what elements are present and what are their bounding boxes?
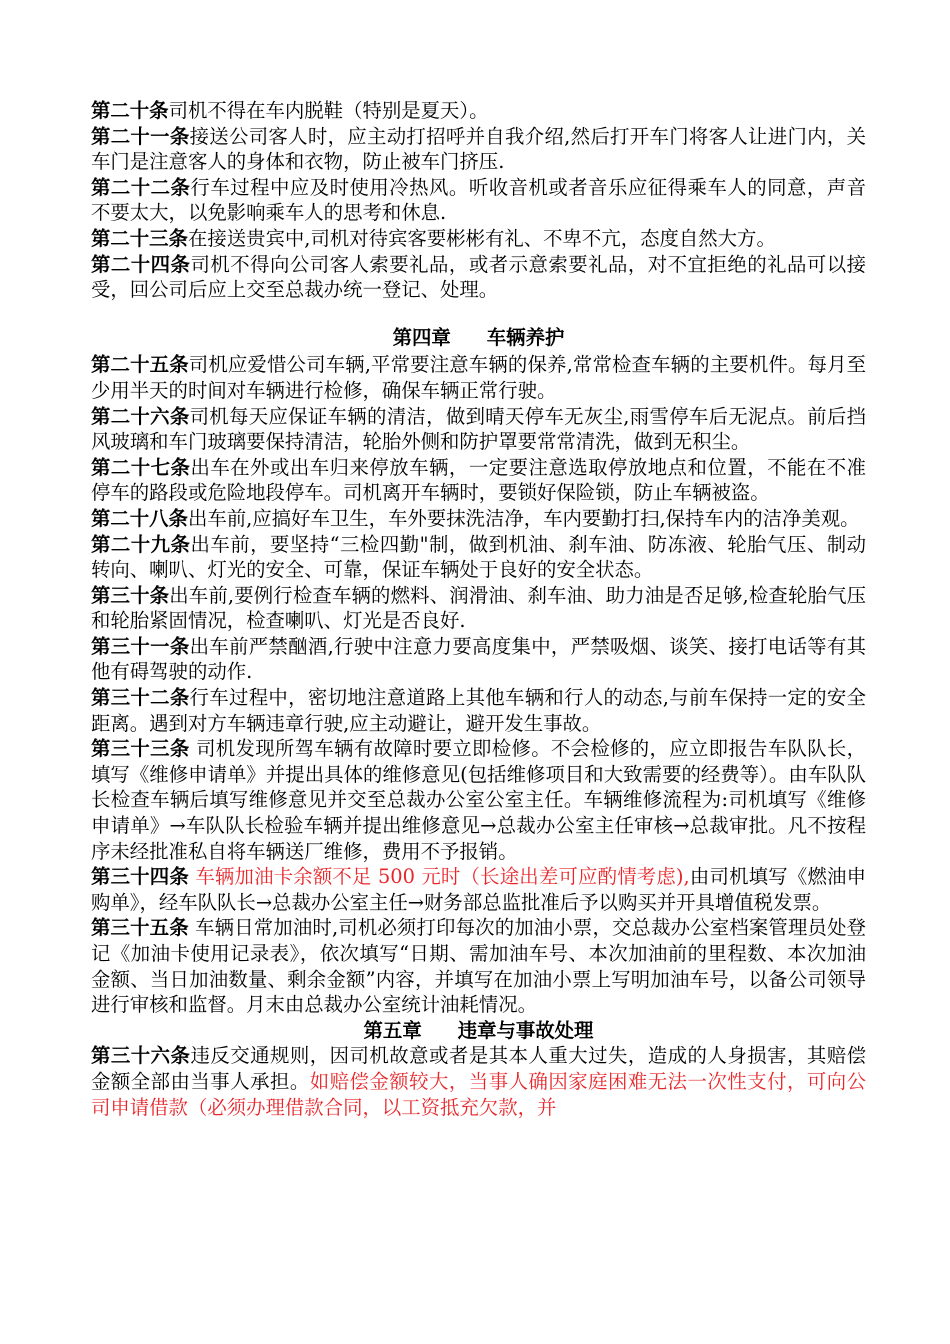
article-text: 司机每天应保证车辆的清洁，做到晴天停车无灰尘,雨雪停车后无泥点。前后挡风玻璃和车门玻璃要保持清洁，轮胎外侧和防护罩要常常清洗，做到无积尘。 [91, 404, 867, 454]
article-group-chapter4 [91, 352, 866, 864]
article-number: 第二十四条 [91, 252, 191, 276]
document-page [91, 98, 866, 1120]
article-text: 违反交通规则，因司机故意或者是其本人重大过失，造成的人身损害，其赔偿金额全部由当事人承担。 [91, 1044, 867, 1093]
article-paragraph [91, 583, 866, 634]
article-number: 第二十三条 [91, 226, 188, 250]
article-text: 出车前，要坚持“三检四勤"制，做到机油、刹车油、防冻液、轮胎气压、制动转向、喇叭、灯光的安全、可靠，保证车辆处于良好的安全状态。 [91, 532, 866, 582]
article-paragraph [91, 175, 866, 226]
article-text: 接送公司客人时，应主动打招呼并自我介绍,然后打开车门将客人让进门内，关车门是注意客人的身体和衣物，防止被车门挤压. [91, 124, 867, 174]
article-text: 出车前,要例行检查车辆的燃料、润滑油、刹车油、助力油是否足够,检查轮胎气压和轮胎紧固情况，检查喇叭、灯光是否良好. [91, 583, 867, 633]
chapter-title: 车辆养护 [486, 325, 565, 349]
article-paragraph [91, 532, 866, 583]
article-text: 车辆日常加油时,司机必须打印每次的加油小票，交总裁办公室档案管理员处登记《加油卡使用记录表》，依次填写“日期、需加油车号、本次加油前的里程数、本次加油金额、当日加油数量、剩余金额”内容，并填写在加油小票上写明加油车号，以备公司领导进行审核和监督。月末由总裁办公室统计油耗情况。 [91, 916, 867, 1017]
article-text: 行车过程中，密切地注意道路上其他车辆和行人的动态,与前车保持一定的安全距离。遇到对方车辆违章行驶,应主动避让，避开发生事故。 [91, 686, 867, 735]
article-35 [91, 915, 866, 1017]
article-paragraph [91, 404, 866, 455]
article-number: 第二十条 [91, 99, 169, 122]
article-34 [91, 864, 866, 915]
article-text: 司机不得在车内脱鞋（特别是夏天）。 [168, 99, 489, 122]
article-text: 司机发现所驾车辆有故障时要立即检修。不会检修的，应立即报告车队队长，填写《维修申请单》并提出具体的维修意见(包括维修项目和大致需要的经费等）。由车队队长检查车辆后填写维修意见并交至总裁办公室公室主任。车辆维修流程为:司机填写《维修申请单》→车队队长检验车辆并提出维修意见→总裁办公室主任审核→总裁审批。凡不按程序未经批准私自将车辆送厂维修，费用不予报销。 [91, 737, 867, 863]
article-number: 第二十五条 [91, 353, 189, 377]
article-number: 第三十五条 [91, 916, 189, 940]
article-text: 出车前严禁酗酒,行驶中注意力要高度集中，严禁吸烟、谈笑、接打电话等有其他有碍驾驶的动作. [91, 634, 867, 684]
article-number: 第三十二条 [91, 686, 190, 710]
highlighted-text: 车辆加油卡余额不足 500 元时（长途出差可应酌情考虑), [188, 865, 690, 889]
article-number: 第二十一条 [91, 124, 190, 148]
article-paragraph [91, 506, 866, 532]
chapter-heading-4 [91, 325, 866, 351]
article-group-chapter3 [91, 98, 866, 303]
article-paragraph [91, 352, 866, 403]
article-text: 司机应爱惜公司车辆,平常要注意车辆的保养,常常检查车辆的主要机件。每月至少用半天的时间对车辆进行检修，确保车辆正常行驶。 [91, 353, 867, 402]
article-number: 第三十六条 [91, 1044, 191, 1068]
article-paragraph [91, 252, 866, 303]
chapter-heading-5 [91, 1018, 866, 1044]
chapter-title: 违章与事故处理 [457, 1018, 594, 1042]
article-paragraph [91, 124, 866, 175]
article-text: 行车过程中应及时使用冷热风。听收音机或者音乐应征得乘车人的同意，声音不要太大，以免影响乘车人的思考和休息. [91, 175, 867, 225]
article-number: 第三十一条 [91, 634, 190, 658]
article-paragraph [91, 455, 866, 506]
article-number: 第三十四条 [91, 865, 189, 889]
highlighted-text: 如赔偿金额较大，当事人确因家庭困难无法一次性支付，可向公司申请借款（必须办理借款合同，以工资抵充欠款，并 [91, 1069, 867, 1119]
article-number: 第二十九条 [91, 532, 191, 556]
chapter-number: 第四章 [392, 325, 451, 349]
article-36 [91, 1043, 866, 1120]
article-paragraph [91, 634, 866, 685]
article-number: 第三十三条 [91, 737, 190, 761]
article-text: 在接送贵宾中,司机对待宾客要彬彬有礼、不卑不亢，态度自然大方。 [187, 226, 776, 250]
article-number: 第二十七条 [91, 455, 191, 479]
article-text: 出车在外或出车归来停放车辆，一定要注意选取停放地点和位置，不能在不准停车的路段或危险地段停车。司机离开车辆时，要锁好保险锁，防止车辆被盗。 [91, 455, 867, 505]
article-number: 第二十二条 [91, 175, 191, 199]
article-text: 司机不得向公司客人索要礼品，或者示意索要礼品，对不宜拒绝的礼品可以接受，回公司后应上交至总裁办统一登记、处理。 [91, 252, 867, 302]
article-number: 第三十条 [91, 583, 170, 607]
article-paragraph [91, 226, 866, 252]
article-text: 由司机填写《燃油申购单》，经车队队长→总裁办公室主任→财务部总监批准后予以购买并开具增值税发票。 [91, 865, 867, 914]
chapter-number: 第五章 [363, 1018, 422, 1042]
article-text: 出车前,应搞好车卫生，车外要抹洗洁净，车内要勤打扫,保持车内的洁净美观。 [187, 506, 860, 530]
article-paragraph [91, 685, 866, 736]
article-number: 第二十六条 [91, 404, 190, 428]
article-paragraph [91, 736, 866, 864]
article-paragraph [91, 98, 866, 124]
article-number: 第二十八条 [91, 506, 188, 530]
